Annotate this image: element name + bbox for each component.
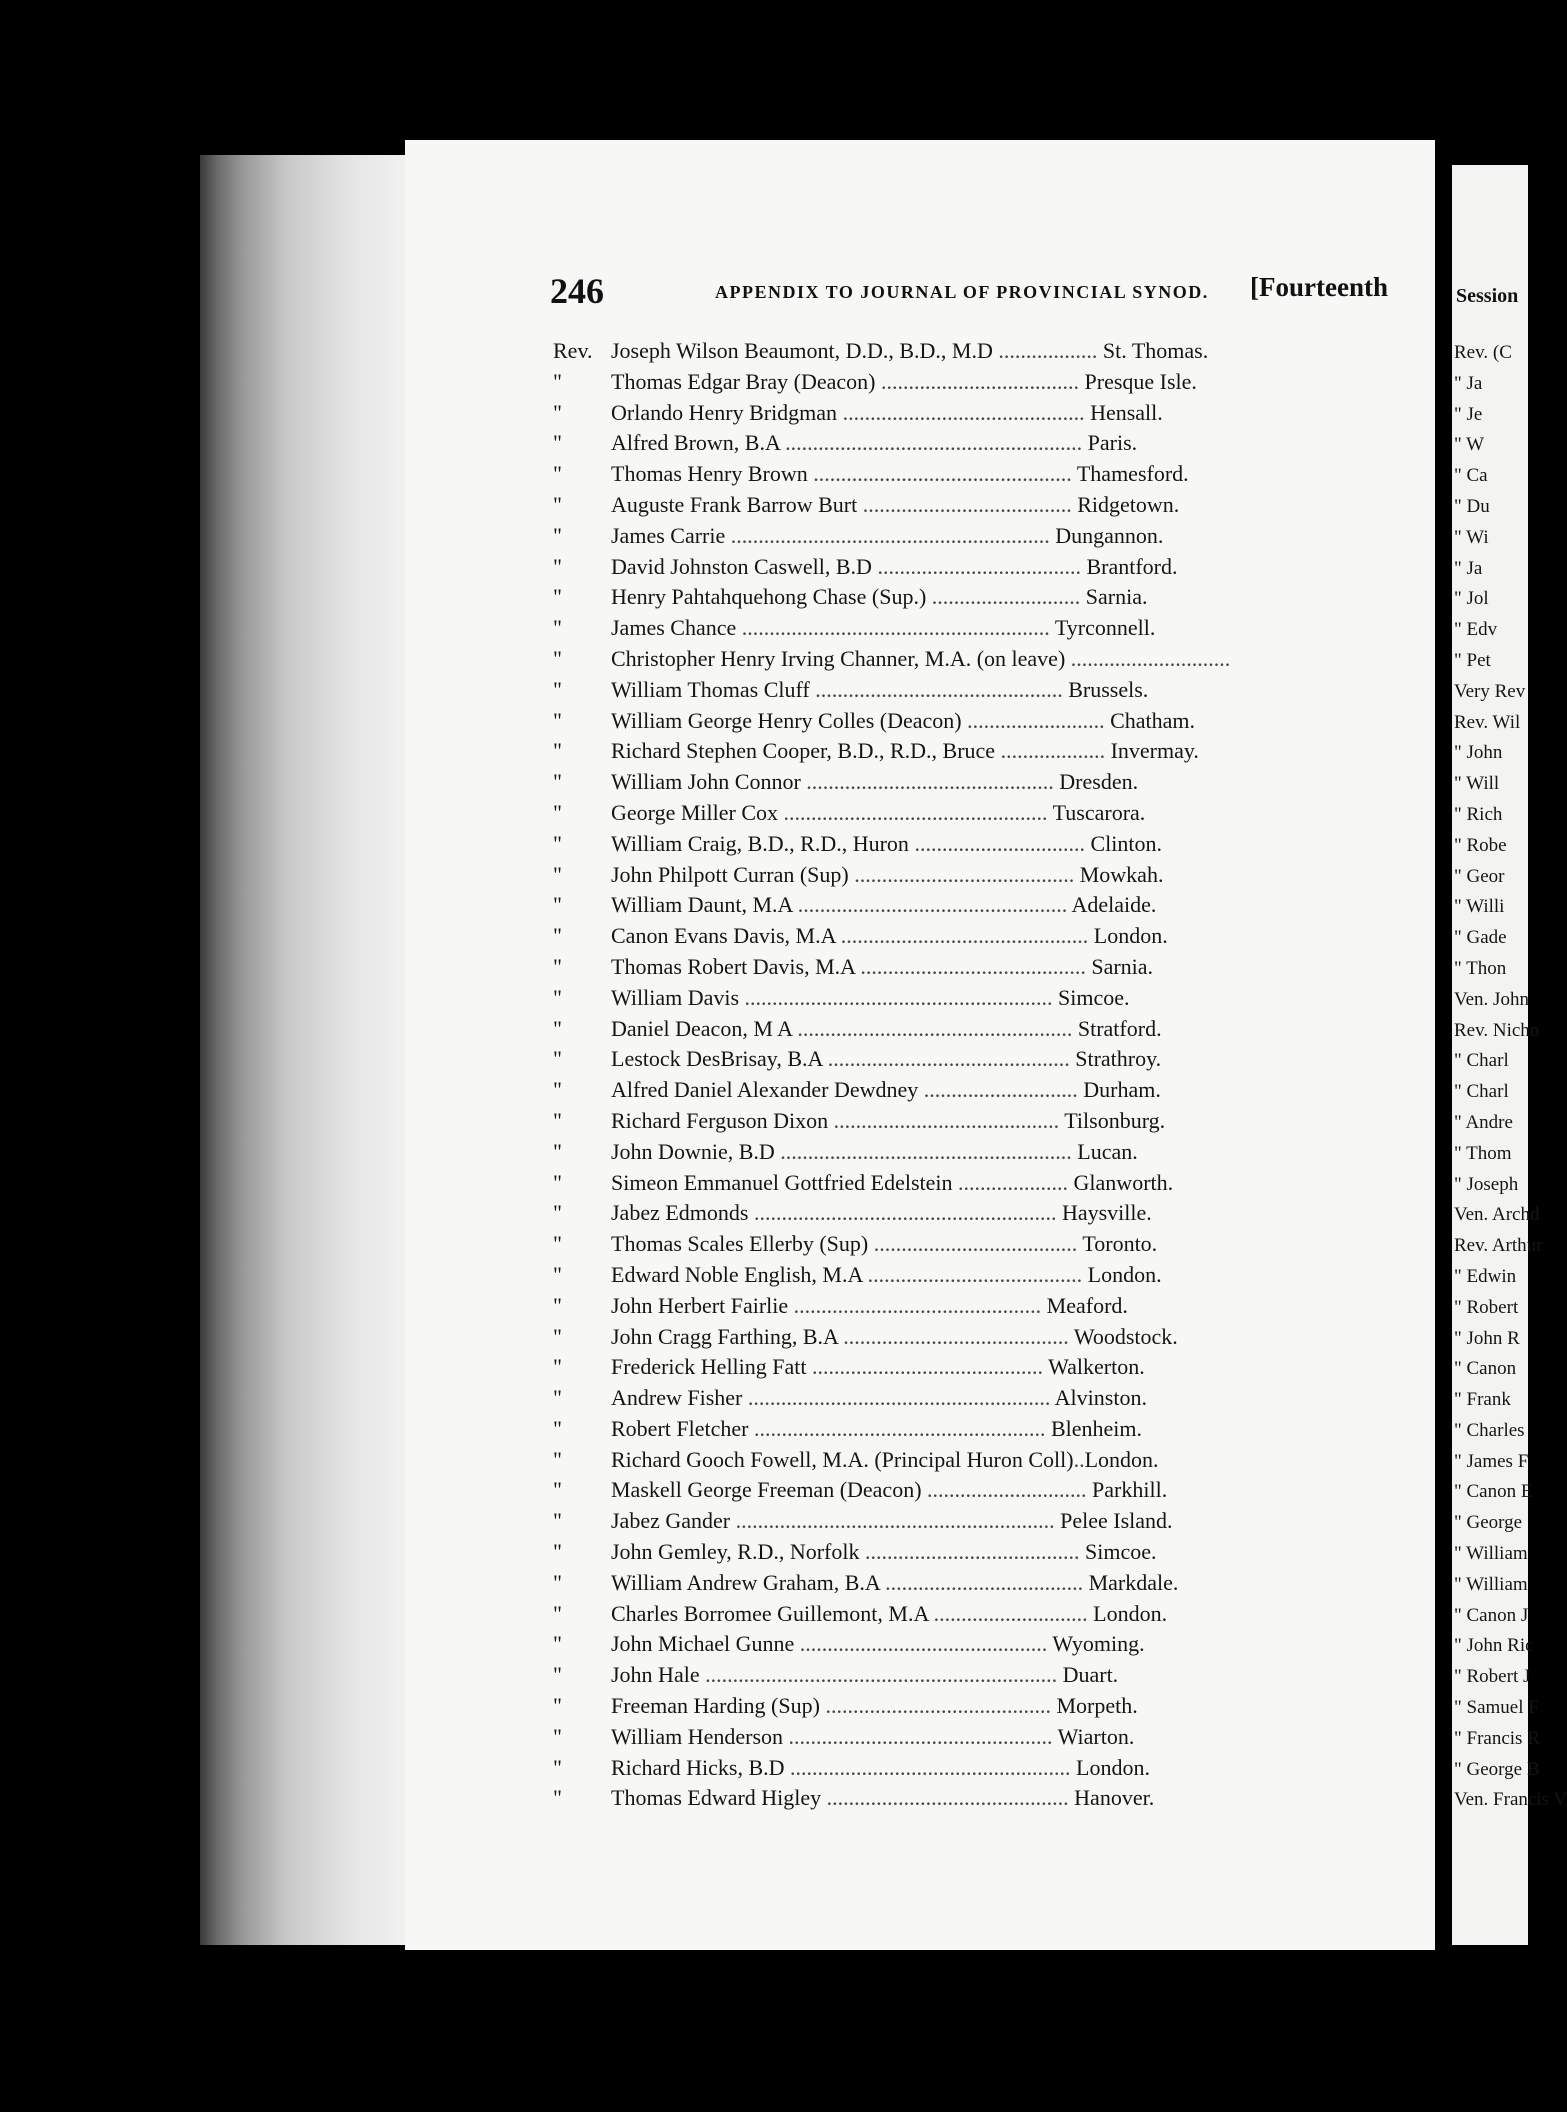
entry-place: Dungannon. <box>1055 522 1164 548</box>
entry-place: Sarnia. <box>1091 953 1154 979</box>
facing-page-line: " John R <box>1454 1327 1520 1349</box>
list-item <box>553 769 1433 800</box>
entry-name: William Thomas Cluff <box>611 676 810 702</box>
entry-name: Charles Borromee Guillemont, M.A <box>611 1600 929 1626</box>
entry-name: Christopher Henry Irving Channer, M.A. (on leave) <box>611 645 1066 671</box>
entry-prefix: " <box>553 1385 562 1411</box>
entry-leader: .......................................... <box>806 1354 1049 1380</box>
facing-page-line: Ven. Francis V <box>1454 1789 1567 1811</box>
entry-leader: ................................................... <box>784 1754 1077 1780</box>
entry-name: Jabez Edmonds <box>611 1200 749 1226</box>
entry-prefix: " <box>553 1723 562 1749</box>
list-item <box>553 1785 1433 1816</box>
facing-page-line: " Edwin <box>1454 1265 1517 1287</box>
entry-name: Richard Gooch Fowell, M.A. (Principal Huron Coll) <box>611 1446 1074 1472</box>
entry-leader: ............................................. <box>788 1292 1047 1318</box>
entry-name: Alfred Brown, B.A <box>611 430 780 456</box>
list-item <box>553 985 1433 1016</box>
list-item <box>553 1200 1433 1231</box>
facing-page-line: " Ja <box>1454 557 1483 579</box>
facing-page-line: " Ja <box>1454 372 1483 394</box>
entry-prefix: " <box>553 399 562 425</box>
entry-place: London. <box>1093 1600 1168 1626</box>
entry-place: Simcoe. <box>1085 1539 1157 1565</box>
entry-prefix: " <box>553 923 562 949</box>
entry-prefix: " <box>553 1693 562 1719</box>
entry-name: James Carrie <box>611 522 726 548</box>
facing-page-line: " Canon <box>1454 1358 1517 1380</box>
entry-leader: .................. <box>992 338 1103 363</box>
facing-page-line: " Charl <box>1454 1081 1509 1103</box>
entry-leader: .................................... <box>879 1569 1089 1595</box>
entry-place: Invermay. <box>1110 738 1199 764</box>
list-item <box>553 1293 1433 1324</box>
entry-leader: .................................................. <box>791 1015 1078 1041</box>
entry-leader: ............................................ <box>837 399 1091 425</box>
entry-name: Richard Ferguson Dixon <box>611 1107 829 1133</box>
entry-place: Pelee Island. <box>1060 1508 1173 1534</box>
entry-place: London. <box>1084 1446 1159 1472</box>
running-title: APPENDIX TO JOURNAL OF PROVINCIAL SYNOD. <box>715 282 1209 302</box>
list-item <box>553 1539 1433 1570</box>
facing-page-line: " Gade <box>1454 927 1507 949</box>
list-item <box>553 461 1433 492</box>
facing-page-line: " James F <box>1454 1450 1529 1472</box>
entry-leader: ....................................................... <box>742 1385 1055 1411</box>
entry-name: John Philpott Curran (Sup) <box>611 861 849 887</box>
entry-name: John Downie, B.D <box>611 1138 775 1164</box>
list-item <box>553 430 1433 461</box>
facing-page-line: " Francis R <box>1454 1727 1540 1749</box>
entry-name: Alfred Daniel Alexander Dewdney <box>611 1077 919 1103</box>
entry-name: John Michael Gunne <box>611 1631 795 1657</box>
facing-page-line: " Je <box>1454 403 1483 425</box>
entry-place: Meaford. <box>1046 1292 1128 1318</box>
facing-page-line: " George B <box>1454 1758 1540 1780</box>
entry-prefix: " <box>553 1631 562 1657</box>
entry-prefix: " <box>553 491 562 517</box>
entry-place: Ridgetown. <box>1077 491 1180 517</box>
facing-page-line: Rev. Wil <box>1454 711 1521 733</box>
entry-leader: ................................................ <box>783 1723 1058 1749</box>
entry-place: Brussels. <box>1068 676 1149 702</box>
facing-page-line: " Rich <box>1454 803 1503 825</box>
facing-page-line: Ven. Archd <box>1454 1204 1540 1226</box>
entry-prefix: Rev. <box>553 338 593 363</box>
entry-place: Thamesford. <box>1076 461 1189 487</box>
entry-name: Thomas Edgar Bray (Deacon) <box>611 368 876 394</box>
entry-place: St. Thomas. <box>1102 338 1209 363</box>
entry-name: Thomas Scales Ellerby (Sup) <box>611 1231 869 1257</box>
entry-prefix: " <box>553 1107 562 1133</box>
entry-name: Richard Hicks, B.D <box>611 1754 785 1780</box>
entry-name: William George Henry Colles (Deacon) <box>611 707 962 733</box>
entry-name: William John Connor <box>611 769 801 795</box>
entry-leader: ...................................... <box>857 491 1078 517</box>
entry-prefix: " <box>553 1569 562 1595</box>
list-item <box>553 584 1433 615</box>
entry-name: Thomas Henry Brown <box>611 461 808 487</box>
entry-leader: ......................................... <box>854 953 1092 979</box>
entry-leader: ............................. <box>1065 645 1231 671</box>
facing-page-line: " Charl <box>1454 1050 1509 1072</box>
list-item <box>553 1170 1433 1201</box>
facing-page-line: " Willi <box>1454 896 1505 918</box>
entry-prefix: " <box>553 738 562 764</box>
entry-prefix: " <box>553 799 562 825</box>
entry-prefix: " <box>553 645 562 671</box>
entry-place: Clinton. <box>1090 830 1162 856</box>
entry-prefix: " <box>553 892 562 918</box>
list-item <box>553 492 1433 523</box>
entry-prefix: " <box>553 430 562 456</box>
entry-leader: ..................................... <box>871 553 1087 579</box>
entry-place: Brantford. <box>1086 553 1178 579</box>
entry-place: Strathroy. <box>1075 1046 1162 1072</box>
entry-name: Edward Noble English, M.A <box>611 1261 863 1287</box>
entry-name: Jabez Gander <box>611 1508 731 1534</box>
facing-page-line: " Frank <box>1454 1389 1511 1411</box>
entry-place: Morpeth. <box>1056 1693 1138 1719</box>
entry-place: Chatham. <box>1110 707 1196 733</box>
facing-page-line: " Thon <box>1454 957 1507 979</box>
entry-leader: ........................................ <box>848 861 1080 887</box>
facing-page-line: " Thom <box>1454 1142 1512 1164</box>
entry-name: John Hale <box>611 1662 700 1688</box>
facing-page-line: " William <box>1454 1543 1528 1565</box>
facing-page-line: " Charles <box>1454 1419 1525 1441</box>
entry-prefix: " <box>553 861 562 887</box>
facing-page-line: Ven. John <box>1454 988 1529 1010</box>
entry-leader: ........................... <box>926 584 1086 610</box>
facing-page-line: " Edv <box>1454 619 1498 641</box>
entry-place: Wiarton. <box>1057 1723 1135 1749</box>
facing-page-line: Rev. Nicho <box>1454 1019 1540 1041</box>
entry-leader: ............................................. <box>809 676 1069 702</box>
list-item <box>553 954 1433 985</box>
entry-name: James Chance <box>611 615 737 641</box>
entry-place: Paris. <box>1087 430 1138 456</box>
list-item <box>553 1570 1433 1601</box>
entry-place: Alvinston. <box>1054 1385 1147 1411</box>
entry-leader: ..................................... <box>868 1231 1083 1257</box>
entry-place: Sarnia. <box>1085 584 1148 610</box>
list-item <box>553 1385 1433 1416</box>
entry-place: Tuscarora. <box>1052 799 1146 825</box>
entry-place: Lucan. <box>1077 1138 1138 1164</box>
list-item <box>553 523 1433 554</box>
facing-page-line: " Du <box>1454 495 1490 517</box>
entry-name: Richard Stephen Cooper, B.D., R.D., Bruce <box>611 738 996 764</box>
list-item <box>553 1631 1433 1662</box>
entry-prefix: " <box>553 1323 562 1349</box>
entry-name: Maskell George Freeman (Deacon) <box>611 1477 922 1503</box>
entry-leader: ............................................. <box>835 923 1094 949</box>
entry-name: Lestock DesBrisay, B.A <box>611 1046 823 1072</box>
entry-leader: ....................................................... <box>748 1200 1062 1226</box>
entry-name: William Daunt, M.A <box>611 892 793 918</box>
facing-page-line: " Canon E <box>1454 1481 1533 1503</box>
list-item <box>553 338 1433 369</box>
entry-leader: ......................... <box>961 707 1111 733</box>
entry-prefix: " <box>553 984 562 1010</box>
entry-prefix: " <box>553 1261 562 1287</box>
entry-prefix: " <box>553 830 562 856</box>
list-item <box>553 554 1433 585</box>
entry-prefix: " <box>553 676 562 702</box>
entry-name: John Cragg Farthing, B.A <box>611 1323 838 1349</box>
facing-page-line: " Geor <box>1454 865 1505 887</box>
facing-page-line: " John <box>1454 742 1503 764</box>
entry-name: Thomas Robert Davis, M.A <box>611 953 855 979</box>
list-item <box>553 1724 1433 1755</box>
entry-leader: ...................................................... <box>779 430 1088 456</box>
entry-prefix: " <box>553 1015 562 1041</box>
entry-leader: ................... <box>995 738 1111 764</box>
entry-prefix: " <box>553 584 562 610</box>
list-item <box>553 923 1433 954</box>
entry-prefix: " <box>553 553 562 579</box>
entry-name: Simeon Emmanuel Gottfried Edelstein <box>611 1169 953 1195</box>
entry-place: Tilsonburg. <box>1064 1107 1166 1133</box>
entry-prefix: " <box>553 1138 562 1164</box>
entry-prefix: " <box>553 707 562 733</box>
facing-page-line: " Pet <box>1454 649 1491 671</box>
entry-prefix: " <box>553 1446 562 1472</box>
entry-leader: .................... <box>952 1169 1074 1195</box>
facing-page-line: " Robert <box>1454 1296 1519 1318</box>
clergy-list <box>553 338 1433 1816</box>
entry-place: Parkhill. <box>1092 1477 1168 1503</box>
entry-prefix: " <box>553 522 562 548</box>
entry-name: William Craig, B.D., R.D., Huron <box>611 830 909 856</box>
list-item <box>553 738 1433 769</box>
entry-leader: ................................................. <box>792 892 1072 918</box>
entry-place: Simcoe. <box>1058 984 1130 1010</box>
list-item <box>553 708 1433 739</box>
entry-leader: ......................................... <box>837 1323 1074 1349</box>
entry-name: Frederick Helling Fatt <box>611 1354 807 1380</box>
entry-prefix: " <box>553 368 562 394</box>
entry-leader: ......................................... <box>828 1107 1065 1133</box>
entry-leader: ........................................................ <box>736 615 1055 641</box>
list-item <box>553 1662 1433 1693</box>
facing-page-line: " Samuel F <box>1454 1697 1539 1719</box>
facing-page-line: " Jol <box>1454 588 1489 610</box>
entry-name: Thomas Edward Higley <box>611 1785 822 1811</box>
entry-leader: ............................................. <box>794 1631 1053 1657</box>
entry-prefix: " <box>553 1292 562 1318</box>
entry-place: Blenheim. <box>1050 1415 1143 1441</box>
entry-place: Mowkah. <box>1079 861 1164 887</box>
entry-prefix: " <box>553 1077 562 1103</box>
entry-place: Woodstock. <box>1073 1323 1178 1349</box>
facing-page-list <box>1454 342 1567 1820</box>
facing-page-line: Very Rev <box>1454 680 1526 702</box>
entry-name: Joseph Wilson Beaumont, D.D., B.D., M.D <box>611 338 993 363</box>
entry-prefix: " <box>553 1046 562 1072</box>
facing-page-line: " Ca <box>1454 465 1488 487</box>
entry-name: Daniel Deacon, M A <box>611 1015 792 1041</box>
entry-name: Robert Fletcher <box>611 1415 749 1441</box>
entry-name: Freeman Harding (Sup) <box>611 1693 820 1719</box>
entry-leader: .................................... <box>875 368 1085 394</box>
entry-place: Toronto. <box>1082 1231 1158 1257</box>
entry-place: London. <box>1093 923 1168 949</box>
list-item <box>553 1601 1433 1632</box>
list-item <box>553 1508 1433 1539</box>
page-number: 246 <box>550 271 604 311</box>
entry-place: Presque Isle. <box>1084 368 1197 394</box>
list-item <box>553 369 1433 400</box>
entry-place: Markdale. <box>1088 1569 1179 1595</box>
entry-name: William Henderson <box>611 1723 784 1749</box>
entry-prefix: " <box>553 1231 562 1257</box>
facing-page-line: " Andre <box>1454 1111 1513 1133</box>
list-item <box>553 1354 1433 1385</box>
entry-name: William Davis <box>611 984 740 1010</box>
document-page <box>405 140 1435 1950</box>
entry-prefix: " <box>553 1754 562 1780</box>
entry-prefix: " <box>553 1662 562 1688</box>
list-item <box>553 1077 1433 1108</box>
list-item <box>553 1477 1433 1508</box>
list-item <box>553 1046 1433 1077</box>
entry-leader: ................................................ <box>778 799 1053 825</box>
entry-prefix: " <box>553 1539 562 1565</box>
list-item <box>553 1139 1433 1170</box>
entry-name: William Andrew Graham, B.A <box>611 1569 880 1595</box>
entry-prefix: " <box>553 1354 562 1380</box>
entry-name: Orlando Henry Bridgman <box>611 399 838 425</box>
facing-page-line: Rev. (C <box>1454 342 1512 363</box>
entry-leader: ..................................................... <box>774 1138 1078 1164</box>
entry-prefix: " <box>553 461 562 487</box>
entry-leader: ............................. <box>921 1477 1093 1503</box>
facing-page-line: " John Ric <box>1454 1635 1534 1657</box>
entry-prefix: " <box>553 953 562 979</box>
entry-leader: ............................... <box>908 830 1091 856</box>
entry-leader: ............................ <box>918 1077 1084 1103</box>
facing-page-line: " Canon J <box>1454 1604 1529 1626</box>
entry-name: David Johnston Caswell, B.D <box>611 553 872 579</box>
entry-place: Glanworth. <box>1073 1169 1174 1195</box>
list-item <box>553 1447 1433 1478</box>
facing-page-line: Rev. Arthur <box>1454 1235 1543 1257</box>
list-item <box>553 646 1433 677</box>
entry-prefix: " <box>553 615 562 641</box>
entry-leader: .......................................................... <box>725 522 1056 548</box>
list-item <box>553 831 1433 862</box>
facing-page-line: " William <box>1454 1573 1528 1595</box>
facing-page-line: " George <box>1454 1512 1523 1534</box>
list-item <box>553 1262 1433 1293</box>
entry-place: Adelaide. <box>1071 892 1157 918</box>
entry-leader: ............................................ <box>821 1785 1075 1811</box>
entry-name: Henry Pahtahquehong Chase (Sup.) <box>611 584 927 610</box>
entry-leader: .. <box>1073 1446 1085 1472</box>
entry-leader: ............................................. <box>800 769 1060 795</box>
entry-leader: ............................................ <box>822 1046 1076 1072</box>
list-item <box>553 892 1433 923</box>
list-item <box>553 862 1433 893</box>
entry-place: Duart. <box>1062 1662 1119 1688</box>
entry-place: London. <box>1087 1261 1162 1287</box>
entry-leader: ....................................... <box>862 1261 1088 1287</box>
entry-place: Stratford. <box>1077 1015 1162 1041</box>
entry-prefix: " <box>553 1477 562 1503</box>
entry-name: Auguste Frank Barrow Burt <box>611 491 858 517</box>
facing-page-line: " Robe <box>1454 834 1507 856</box>
entry-name: John Herbert Fairlie <box>611 1292 789 1318</box>
session-label: [Fourteenth <box>1250 272 1388 302</box>
entry-leader: ....................................... <box>859 1539 1085 1565</box>
entry-place: Durham. <box>1083 1077 1161 1103</box>
entry-place: London. <box>1076 1754 1150 1780</box>
entry-place: Walkerton. <box>1048 1354 1145 1380</box>
list-item <box>553 800 1433 831</box>
list-item <box>553 677 1433 708</box>
entry-place: Wyoming. <box>1052 1631 1145 1657</box>
entry-name: Andrew Fisher <box>611 1385 743 1411</box>
facing-page-line: " Will <box>1454 773 1500 795</box>
list-item <box>553 1416 1433 1447</box>
list-item <box>553 1231 1433 1262</box>
list-item <box>553 615 1433 646</box>
facing-page-line: " Robert J <box>1454 1666 1531 1688</box>
facing-page-line: " Joseph <box>1454 1173 1519 1195</box>
entry-name: George Miller Cox <box>611 799 779 825</box>
entry-prefix: " <box>553 1508 562 1534</box>
entry-leader: ......................................... <box>819 1693 1057 1719</box>
entry-leader: ..................................................... <box>748 1415 1051 1441</box>
entry-leader: .......................................................... <box>730 1508 1061 1534</box>
entry-place: Dresden. <box>1059 769 1139 795</box>
facing-page-header: Session <box>1456 285 1519 307</box>
list-item <box>553 1108 1433 1139</box>
entry-place: Hensall. <box>1090 399 1163 425</box>
page-edge-shadow <box>200 155 420 1945</box>
list-item <box>553 400 1433 431</box>
entry-prefix: " <box>553 1169 562 1195</box>
entry-name: John Gemley, R.D., Norfolk <box>611 1539 860 1565</box>
entry-prefix: " <box>553 1200 562 1226</box>
entry-leader: ............................................... <box>807 461 1077 487</box>
list-item <box>553 1016 1433 1047</box>
entry-place: Haysville. <box>1061 1200 1152 1226</box>
list-item <box>553 1755 1433 1786</box>
entry-prefix: " <box>553 1600 562 1626</box>
entry-name: Canon Evans Davis, M.A <box>611 923 836 949</box>
page-header <box>550 270 1430 320</box>
entry-place: Tyrconnell. <box>1054 615 1156 641</box>
entry-leader: ................................................................ <box>699 1662 1063 1688</box>
entry-prefix: " <box>553 1785 562 1811</box>
facing-page-fragment <box>1452 165 1567 1945</box>
list-item <box>553 1693 1433 1724</box>
entry-leader: ........................................................ <box>739 984 1059 1010</box>
entry-place: Hanover. <box>1074 1785 1155 1811</box>
entry-prefix: " <box>553 1415 562 1441</box>
list-item <box>553 1324 1433 1355</box>
facing-page-line: " W <box>1454 434 1485 456</box>
entry-leader: ............................ <box>928 1600 1094 1626</box>
entry-prefix: " <box>553 769 562 795</box>
facing-page-line: " Wi <box>1454 526 1489 548</box>
